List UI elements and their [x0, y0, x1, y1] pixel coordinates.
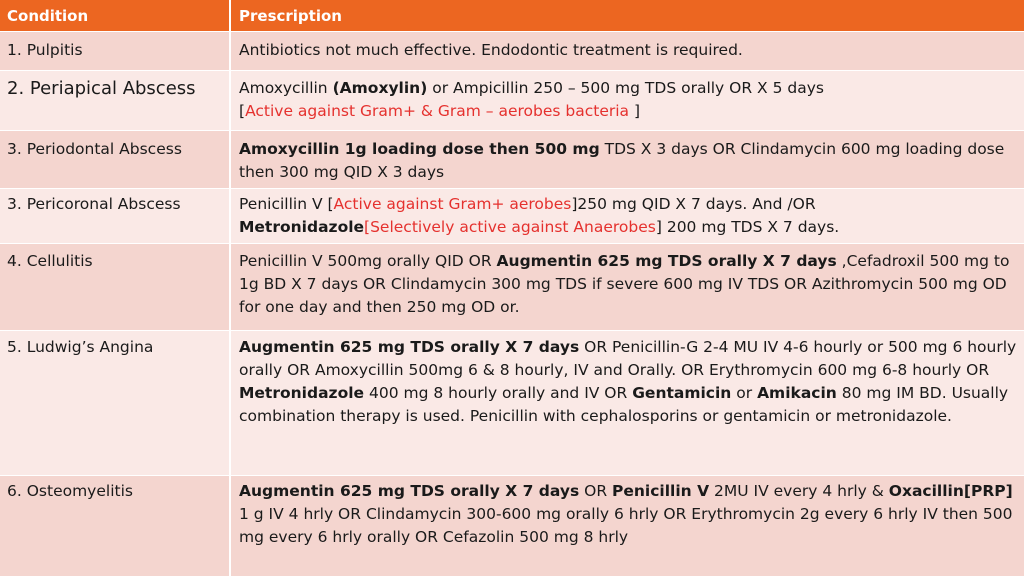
rx-text: Antibiotics not much effective. Endodontic treatment is required.: [239, 41, 743, 59]
rx-bold: Metronidazole: [239, 384, 365, 402]
condition-cell: 5. Ludwig’s Angina: [0, 331, 231, 475]
rx-text: [: [239, 102, 246, 120]
prescription-cell: [231, 476, 1024, 576]
condition-cell: 3. Pericoronal Abscess: [0, 189, 231, 243]
prescription-cell: [231, 131, 1024, 188]
rx-bold: Augmentin 625 mg TDS orally X 7 days: [239, 482, 580, 500]
rx-text: or Ampicillin 250 – 500 mg TDS orally OR X 5 days: [427, 79, 824, 97]
rx-text: 80 mg IM BD. Usually combination therapy is used. Penicillin with cephalosporins or gentamicin or metronidazole.: [239, 384, 1009, 425]
prescription-cell: [231, 32, 1024, 70]
rx-text: Penicillin V 500mg orally QID OR: [239, 252, 497, 270]
table-header-row: [0, 0, 1024, 32]
condition-cell: 2. Periapical Abscess: [0, 71, 231, 130]
rx-bold: Augmentin 625 mg TDS orally X 7 days: [496, 252, 837, 270]
rx-text: Penicillin V [: [239, 195, 334, 213]
prescription-cell: [231, 189, 1024, 243]
rx-text: ]: [633, 102, 641, 120]
rx-highlight: Active against Gram+ aerobes: [333, 195, 572, 213]
rx-text: OR: [579, 482, 613, 500]
rx-bold: Gentamicin: [632, 384, 732, 402]
rx-text: ]250 mg QID X 7 days. And /OR: [571, 195, 816, 213]
prescription-cell: [231, 331, 1024, 475]
table-row: [0, 244, 1024, 331]
rx-bold: Penicillin V: [612, 482, 710, 500]
prescription-cell: [231, 71, 1024, 130]
rx-bold: (Amoxylin): [332, 79, 428, 97]
rx-bold: Metronidazole: [239, 218, 365, 236]
condition-cell: 1. Pulpitis: [0, 32, 231, 70]
rx-text: OR Penicillin-G 2-4 MU IV 4-6 hourly or 500 mg 6 hourly orally OR Amoxycillin 500mg 6 & 8 hourly, IV and Orally. OR Erythromycin 600 mg 6-8 hourly OR: [239, 338, 1017, 379]
rx-text: 1 g IV 4 hrly OR Clindamycin 300-600 mg orally 6 hrly OR Erythromycin 2g every 6 hrly IV then 500 mg every 6 hrly orally OR Cefazolin 500 mg 8 hrly: [239, 505, 1013, 546]
rx-text: ,Cefadroxil 500 mg to 1g BD X 7 days OR Clindamycin 300 mg TDS if severe 600 mg IV TDS OR Azithromycin 500 mg OD for one day and then 250 mg OD or.: [239, 252, 1010, 316]
rx-highlight: [Selectively active against Anaerobes: [364, 218, 656, 236]
prescription-cell: [231, 244, 1024, 330]
rx-text: TDS X 3 days OR Clindamycin 600 mg loading dose then 300 mg QID X 3 days: [239, 140, 1005, 181]
condition-cell: 3. Periodontal Abscess: [0, 131, 231, 188]
rx-text: 2MU IV every 4 hrly &: [709, 482, 889, 500]
table-row: [0, 331, 1024, 476]
header-prescription: Prescription: [239, 7, 342, 25]
rx-text: ] 200 mg TDS X 7 days.: [655, 218, 840, 236]
rx-text: or: [731, 384, 758, 402]
header-condition: Condition: [0, 0, 231, 31]
table-row: [0, 189, 1024, 244]
table-row: [0, 131, 1024, 189]
rx-bold: Amikacin: [757, 384, 837, 402]
rx-bold: Augmentin 625 mg TDS orally X 7 days: [239, 338, 580, 356]
condition-cell: 6. Osteomyelitis: [0, 476, 231, 576]
rx-text: 400 mg 8 hourly orally and IV OR: [364, 384, 633, 402]
rx-bold: Amoxycillin 1g loading dose then 500 mg: [239, 140, 600, 158]
table-row: [0, 71, 1024, 131]
table-row: [0, 476, 1024, 576]
rx-text: Amoxycillin: [239, 79, 333, 97]
rx-bold: Oxacillin[PRP]: [888, 482, 1013, 500]
table-row: [0, 32, 1024, 71]
condition-cell: 4. Cellulitis: [0, 244, 231, 330]
rx-highlight: Active against Gram+ & Gram – aerobes bacteria: [245, 102, 634, 120]
